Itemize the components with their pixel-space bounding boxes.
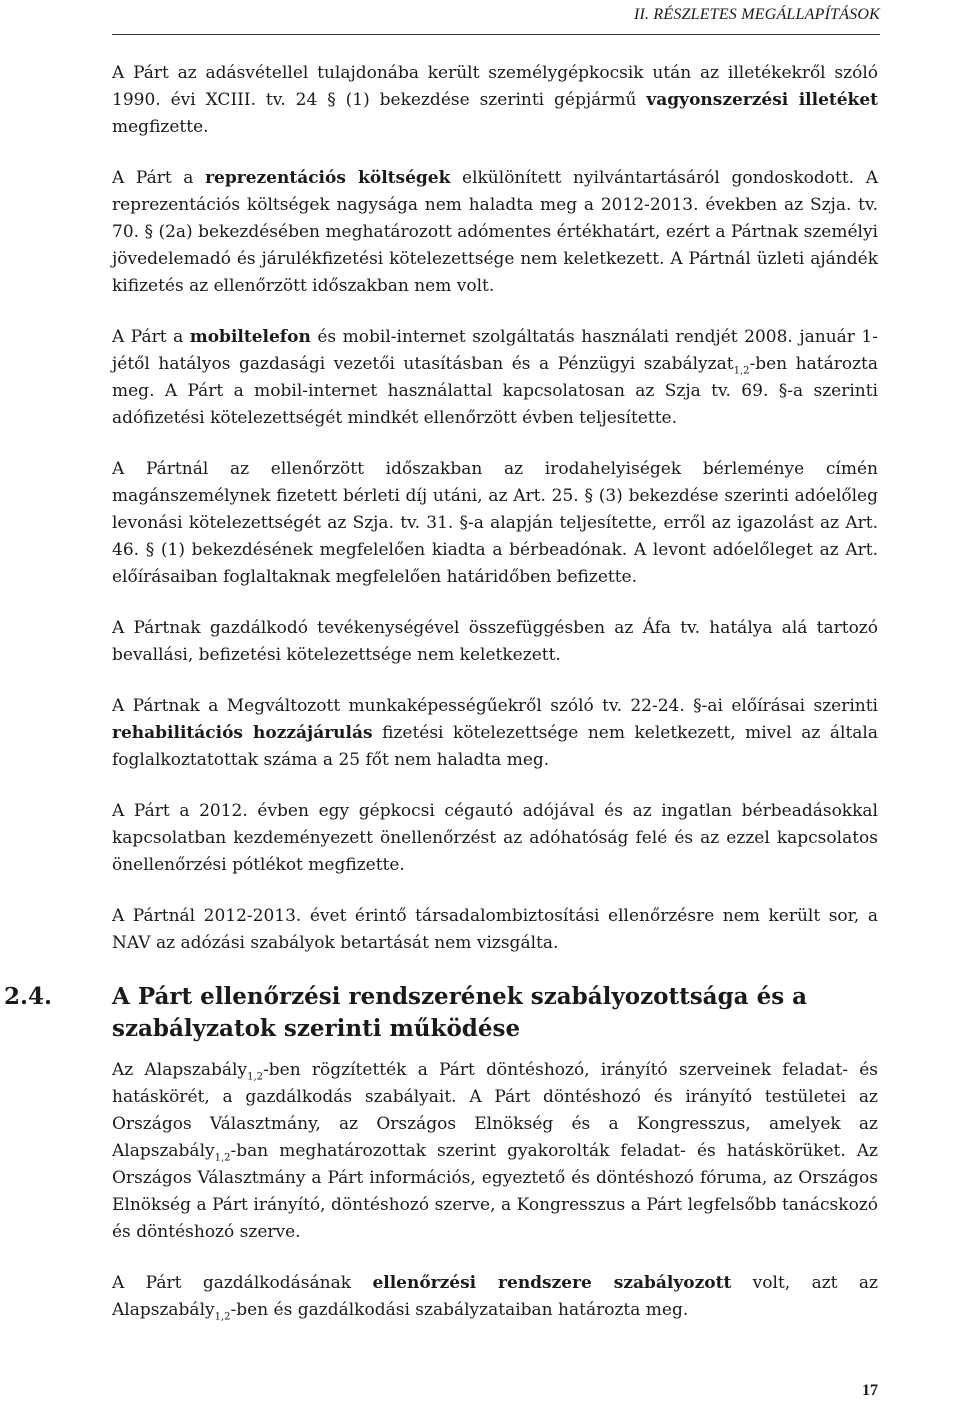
section-number: 2.4. — [4, 983, 53, 1010]
paragraph-self-revision: A Párt a 2012. évben egy gépkocsi cégautó adójával és az ingatlan bérbeadásokkal kapcsolatban kezdeményezett önellenőrzést az adóhatóság felé és az ezzel kapcsolatos önellenőrzési pótlékot megfizette. — [112, 801, 878, 875]
running-header: II. RÉSZLETES MEGÁLLAPÍTÁSOK — [633, 6, 880, 23]
subscript: 1,2 — [214, 1311, 231, 1323]
paragraph-social-security: A Pártnál 2012-2013. évet érintő társadalombiztosítási ellenőrzésre nem került sor, a NAV az adózási szabályok betartását nem vizsgálta. — [112, 906, 878, 953]
section-heading — [4, 981, 878, 1045]
paragraph-mobile-phone: A Párt a mobiltelefon és mobil-internet szolgáltatás használati rendjét 2008. január 1-jétől hatályos gazdasági vezetői utasításban és a Pénzügyi szabályzat$_{1,2}$-ben határozta meg. A Párt a mobil-internet használattal kapcsolatosan az Szja tv. 69. §-a szerinti adófizetési kötelezettségét mindkét ellenőrzött évben teljesítette. — [112, 327, 879, 428]
paragraph-vat: A Pártnak gazdálkodó tevékenységével összefüggésben az Áfa tv. hatálya alá tartozó bevallási, befizetési kötelezettsége nem keletkezett. — [112, 618, 878, 665]
bold-term: vagyonszerzési illetéket — [646, 90, 879, 110]
paragraph-control-system: A Párt gazdálkodásának ellenőrzési rendszere szabályozott volt, azt az Alapszabály$_{1,2}$-ben és gazdálkodási szabályzataiban határozta meg. — [112, 1273, 878, 1323]
document-body — [4, 60, 879, 1348]
subscript: 1,2 — [733, 365, 750, 377]
paragraph-rehabilitation: A Pártnak a Megváltozott munkaképességűekről szóló tv. 22-24. §-ai előírásai szerinti rehabilitációs hozzájárulás fizetési kötelezettsége nem keletkezett, mivel az általa foglalkoztatottak száma a 25 főt nem haladta meg. — [112, 696, 878, 770]
bold-term: reprezentációs költségek — [205, 168, 451, 188]
section-title: A Párt ellenőrzési rendszerének szabályozottsága és a szabályzatok szerinti működése — [112, 983, 808, 1042]
subscript: 1,2 — [247, 1071, 264, 1083]
header-rule — [112, 34, 880, 35]
paragraph-rent-tax: A Pártnál az ellenőrzött időszakban az irodahelyiségek bérleménye címén magánszemélynek fizetett bérleti díj utáni, az Art. 25. § (3) bekezdése szerinti adóelőleg levonási kötelezettségét az Szja. tv. 31. §-a alapján teljesítette, erről az igazolást az Art. 46. § (1) bekezdésének megfelelően kiadta a bérbeadónak. A levont adóelőleget az Art. előírásaiban foglaltaknak megfelelően határidőben befizette. — [112, 459, 878, 587]
paragraph-statutes: Az Alapszabály$_{1,2}$-ben rögzítették a Párt döntéshozó, irányító szerveinek feladat- és hatáskörét, a gazdálkodás szabályait. A Párt döntéshozó és irányító testületei az Országos Választmány, az Országos Elnökség és a Kongresszus, amelyek az Alapszabály$_{1,2}$-ban meghatározottak szerint gyakorolták feladat- és hatáskörüket. Az Országos Választmány a Párt információs, egyeztető és döntéshozó fóruma, az Országos Elnökség a Párt irányító, döntéshozó szerve, a Kongresszus a Párt legfelsőbb tanácskozó és döntéshozó szerve. — [112, 1060, 878, 1242]
bold-term: rehabilitációs hozzájárulás — [112, 723, 373, 743]
paragraph-vehicle-duty: A Párt az adásvétellel tulajdonába került személygépkocsik után az illetékekről szóló 1990. évi XCIII. tv. 24 § (1) bekezdése szerinti gépjármű vagyonszerzési illetéket megfizette. — [112, 63, 879, 137]
bold-term: mobiltelefon — [189, 327, 311, 347]
subscript: 1,2 — [214, 1152, 231, 1164]
page-number: 17 — [862, 1382, 878, 1399]
paragraph-representation-costs: A Párt a reprezentációs költségek elkülönített nyilvántartásáról gondoskodott. A reprezentációs költségek nagysága nem haladta meg a 2012-2013. években az Szja. tv. 70. § (2a) bekezdésében meghatározott adómentes értékhatárt, ezért a Pártnak személyi jövedelemadó és járulékfizetési kötelezettsége nem keletkezett. A Pártnál üzleti ajándék kifizetés az ellenőrzött időszakban nem volt. — [112, 168, 878, 296]
bold-term: ellenőrzési rendszere szabályozott — [372, 1273, 732, 1293]
